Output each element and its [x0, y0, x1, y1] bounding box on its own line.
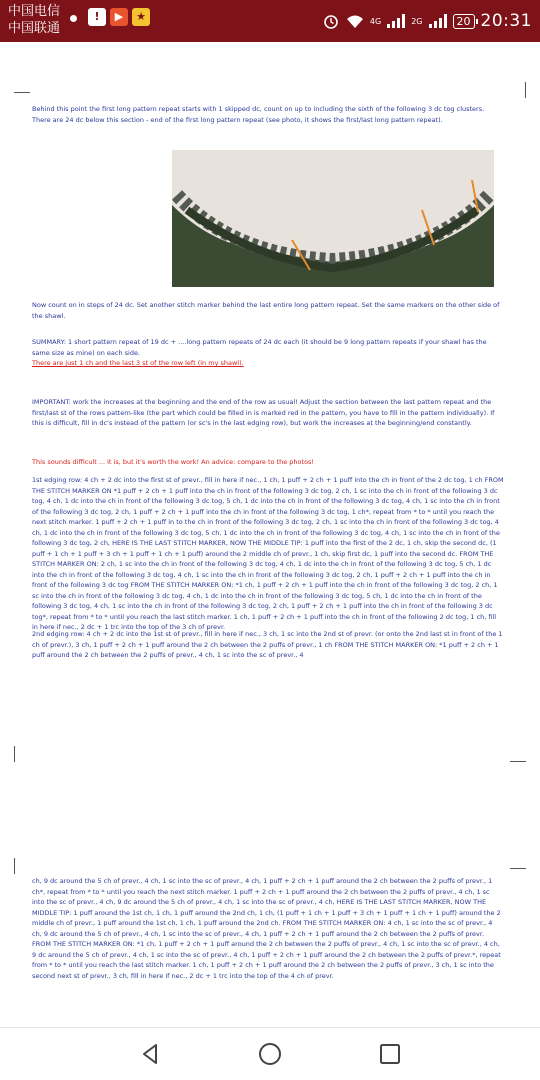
clock: 20:31 [480, 11, 532, 31]
wifi-icon [346, 13, 364, 29]
document-page-1[interactable] [14, 82, 526, 762]
home-button[interactable] [258, 1042, 282, 1066]
network-4g [370, 17, 381, 26]
page-corner-mark [14, 82, 30, 93]
page-corner-mark [510, 858, 526, 869]
alarm-clock-icon [322, 13, 340, 29]
paragraph-important: IMPORTANT: work the increases at the beginning and the end of the row as usual! Adjust the section between the last pattern repeat and the first/last st of the rows pattern-like (the part which could be filled in is marked red in the pattern, you have to fill in the pattern individually). If this is difficult, fill in dc's instead of the pattern (or sc's in the last edging row), but work the increases at the beginning/end constantly. [32, 398, 495, 427]
battery-icon [453, 14, 475, 29]
document-page-2[interactable] [14, 858, 526, 1028]
page-corner-mark [515, 82, 526, 98]
star-app-icon: ★ [132, 8, 150, 26]
carrier-2: 中国联通 [8, 21, 61, 36]
signal-bars-icon [387, 14, 405, 28]
signal-bars-2-icon [429, 14, 447, 28]
status-icons [322, 8, 532, 34]
paragraph-edging-row-2-cont: ch, 9 dc around the 5 ch of prevr., 4 ch, 1 sc into the sc of prevr., 4 ch, 1 puff + 2 ch + 1 puff around the 2 ch between the 2 puffs of prevr., 1 ch*, repeat from * to * until you reach the next stitch marker. 1 puff + 2 ch + 1 puff around the 2 ch between the 2 puffs of prevr., 4 ch, 1 sc into the sc of prevr., 4 ch, 9 dc around the 5 ch of prevr., 4 ch, 1 sc into the sc of prevr., 4 ch, HERE IS THE LAST STITCH MARKER, NOW THE MIDDLE TIP: 1 puff around the 1st ch, 1 ch, 1 puff around the 2nd ch, 1 ch, (1 puff + 1 ch + 1 puff + 3 ch + 1 puff + 1 ch + 1 puff) around the 2 middle ch of prevr., 1 puff around the 1st ch, 1 ch, 1 puff around the 2nd ch. FROM THE STITCH MARKER ON: 4 ch, 1 sc into the sc of prevr., 4 ch, 9 dc around the 5 ch of prevr., 4 ch, 1 sc into the sc of prevr., 4 ch, 1 puff + 2 ch + 1 puff around the 2 ch between the 2 puffs of prevr. FROM THE STITCH MARKER ON: *1 ch, 1 puff + 2 ch + 1 puff around the 2 ch between the 2 puffs of prevr., 4 ch, 1 sc into the sc of prevr., 4 ch, 9 dc around the 5 ch of prevr., 4 ch, 1 sc into the sc of prevr., 4 ch, 1 puff + 2 ch + 1 puff around the 2 ch between the 2 puffs of prevr.*, repeat from * to * until you reach the last stitch marker. 1 ch, 1 puff + 2 ch + 1 puff around the 2 ch between the 2 puffs of prevr., 3 ch, 1 sc into the second next st of prevr., 3 ch, fill in here if nec., 2 dc + 1 trc into the top of the 4 ch of prevr. [32, 877, 501, 980]
carrier-names [8, 3, 60, 37]
paragraph-summary [32, 337, 504, 369]
network-2g: 2G [411, 16, 423, 26]
video-app-icon: ▶ [110, 8, 128, 26]
page-corner-mark [14, 746, 25, 762]
paragraph-edging-row-1: 1st edging row: 4 ch + 2 dc into the first st of prevr., fill in here if nec., 1 ch, 1 puff + 2 ch + 1 puff into the ch in front of the 2 dc tog, 1 ch FROM THE STITCH MARKER ON *1 puff + 2 ch + 1 puff into the ch in front of the following 3 dc tog, 2 ch, 1 sc into the ch in front of the following 3 dc tog, 4 ch, 1 dc into the ch in front of the following 3 dc tog, 5 ch, 1 dc into the ch in front of the following 3 dc tog, 4 ch, 1 sc into the ch in front of the following 3 dc tog, 2 ch, 1 puff + 2 ch + 1 puff into the ch in front of the following 3 dc tog, 1 ch*, repeat from * to * until you reach the next stitch marker. 1 puff + 2 ch + 1 puff in to the ch in front of the following 3 dc tog, 2 ch, 1 sc into the ch in front of the following 3 dc tog, 4 ch, 1 dc into the ch in front of the following 3 dc tog, 5 ch, 1 dc into the ch in front of the following 3 dc tog, 4 ch, 1 sc into the ch in front of the following 3 dc tog, 2 ch, HERE IS THE LAST STITCH MARKER, NOW THE MIDDLE TIP: 1 puff into the first of the 2 dc, 1 ch, skip the second dc, (1 puff + 1 ch + 1 puff + 3 ch + 1 puff + 1 ch + 1 puff) around the 2 middle ch of prevr., 1 ch, skip first dc, 1 puff into the second dc. FROM THE STITCH MARKER ON: 2 ch, 1 sc into the ch in front of the following 3 dc tog, 4 ch, 1 dc into the ch in front of the following 3 dc tog, 5 ch, 1 dc into the ch in front of the following 3 dc tog, 4 ch, 1 sc into the ch in front of the following 3 dc tog, 2 ch, 1 puff + 2 ch + 1 puff into the ch in front of the following 3 dc tog FROM THE STITCH MARKER ON: *1 ch, 1 puff + 2 ch + 1 puff into the ch in front of the following 3 dc tog, 2 ch, 1 sc into the ch in front of the following 3 dc tog, 4 ch, 1 dc into the ch in front of the following 3 dc tog, 5 ch, 1 dc into the ch in front of the following 3 dc tog, 4 ch, 1 sc into the ch in front of the following 3 dc tog, 2 ch, 1 puff + 2 ch + 1 puff into the ch in front of the following 3 dc tog*, repeat from * to * until you reach the last stitch marker. 1 ch, 1 puff + 2 ch + 1 puff into the ch in front of the following 2 dc tog, 1 ch, fill in here if nec., 2 dc + 1 trc into the top of the 3 ch of prevr. [32, 476, 504, 631]
paragraph-intro: Behind this point the first long pattern repeat starts with 1 skipped dc, count on up to including the sixth of the following 3 dc tog clusters. There are 24 dc below this section - end of the first long pattern repeat (see photo, it shows the first/last long pattern repeat). [32, 105, 485, 124]
shawl-lace-image [172, 150, 494, 287]
paragraph-advice: This sounds difficult ... it is, but it's worth the work! An advice: compare to the photos! [32, 458, 315, 466]
network-4g-label: 4G [369, 16, 382, 26]
alert-app-icon: ! [88, 8, 106, 26]
paragraph-edging-row-2: 2nd edging row: 4 ch + 2 dc into the 1st st of prevr., fill in here if nec., 3 ch, 1 sc into the 2nd st of prevr. (or onto the 2nd last st in front of the 1 ch of prevr.), 3 ch, 1 puff + 2 ch + 1 puff around the 2 ch between the 2 puffs of prevr., 1 ch FROM THE STITCH MARKER ON: *1 puff + 2 ch + 1 puff around the 2 ch between the 2 puffs of prevr., 4 ch, 1 sc into the sc of prevr., 4 [32, 630, 503, 659]
battery-level: 20 [456, 14, 471, 28]
status-bar [0, 0, 540, 42]
page-corner-mark [14, 858, 25, 874]
navigation-bar [0, 1027, 540, 1080]
page-corner-mark [510, 751, 526, 762]
recents-button[interactable] [378, 1042, 402, 1066]
paragraph-count: Now count on in steps of 24 dc. Set another stitch marker behind the last entire long pattern repeat. Set the same markers on the other side of the shawl. [32, 301, 500, 320]
shawl-photo [172, 150, 494, 287]
summary-note: There are just 1 ch and the last 3 st of the row left (in my shawl). [32, 359, 244, 367]
back-button[interactable] [138, 1042, 162, 1066]
summary-text: SUMMARY: 1 short pattern repeat of 19 dc + ....long pattern repeats of 24 dc each (it should be 9 long pattern repeats if your shawl has the same size as mine) on each side. [32, 338, 487, 357]
notification-dot-icon [70, 15, 77, 22]
carrier-1: 中国电信 [8, 4, 61, 19]
